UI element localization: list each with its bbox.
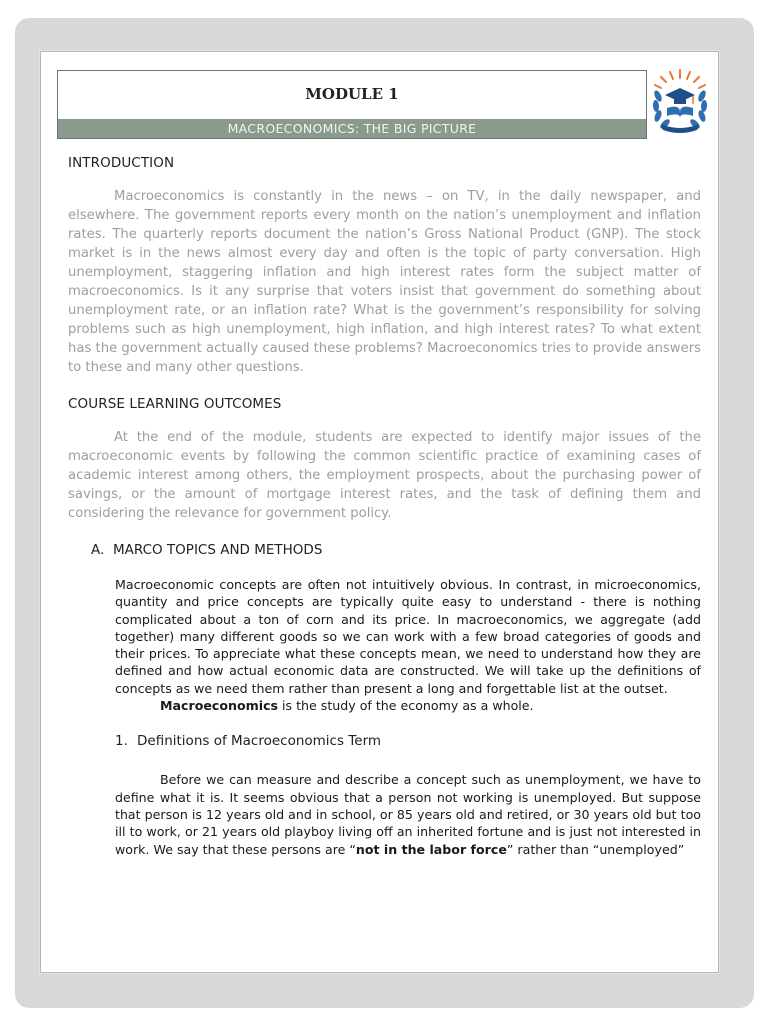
introduction-text: Macroeconomics is constantly in the news – on TV, in the daily newspaper, and elsewhere. The government reports every month on the nation’s unemployment and inflation rates. The quarterly reports document the nation’s Gross National Product (GNP). The stock market is in the news almost every day and often is the topic of party conversation. High unemployment, staggering inflation and high interest rates form the subject matter of macroeconomics. Is it any surprise that voters insist that government do something about unemployment rate, or an inflation rate? What is the government’s responsibility for solving problems such as high unemployment, high inflation, and high interest rates? To what extent has the government actually caused these problems? Macroeconomics tries to provide answers to these and many other questions. bbox=[68, 189, 701, 375]
section-1-paragraph bbox=[115, 771, 701, 857]
section-1-heading bbox=[115, 732, 701, 751]
module-subtitle: MACROECONOMICS: THE BIG PICTURE bbox=[58, 119, 646, 138]
outcomes-heading: COURSE LEARNING OUTCOMES bbox=[68, 396, 282, 412]
module-header bbox=[57, 70, 647, 139]
module-title: MODULE 1 bbox=[305, 85, 399, 103]
section-a-label: A. bbox=[91, 542, 105, 558]
definition-text: is the study of the economy as a whole. bbox=[278, 698, 534, 714]
labor-force-term: not in the labor force bbox=[355, 841, 507, 857]
definition-term: Macroeconomics bbox=[160, 698, 279, 714]
section-1-text-start: Before we can measure and describe a concept such as unemployment, we have to define what it is. It seems obvious that a person not working is unemployed. But suppose that person is 12 years old and in school, or 85 years old and retired, or 30 years old but too ill to work, or 21 years old playboy living off an inherited fortune and is just not interested in work. We say that these persons are “ bbox=[115, 772, 701, 857]
document-page bbox=[40, 51, 719, 973]
macroeconomics-definition bbox=[115, 697, 701, 714]
document-content bbox=[68, 154, 701, 858]
section-1-body bbox=[115, 771, 701, 857]
section-1-label: 1. bbox=[115, 733, 128, 750]
section-a-title: MARCO TOPICS AND METHODS bbox=[113, 542, 323, 558]
section-a-paragraph: Macroeconomic concepts are often not intuitively obvious. In contrast, in microeconomics, quantity and price concepts are typically quite easy to understand - there is nothing complicated about a ton of corn and its price. In macroeconomics, we aggregate (add together) many different goods so we can work with a few broad categories of goods and their prices. To appreciate what these concepts mean, we need to understand how they are defined and how actual economic data are constructed. We will take up the definitions of concepts as we need them rather than present a long and forgettable list at the outset. bbox=[115, 577, 701, 696]
section-a-body bbox=[115, 576, 701, 714]
section-1-text-end: ” rather than “unemployed” bbox=[506, 841, 685, 857]
school-seal-logo bbox=[647, 66, 713, 136]
section-a-heading bbox=[91, 541, 701, 560]
outcomes-text: At the end of the module, students are expected to identify major issues of the macroeconomic events by following the common scientific practice of examining cases of academic interest among others, the employment prospects, about the purchasing power of savings, or the amount of mortgage interest rates, and the task of defining them and considering the relevance for government policy. bbox=[68, 430, 701, 521]
section-1-title: Definitions of Macroeconomics Term bbox=[137, 733, 382, 750]
introduction-heading: INTRODUCTION bbox=[68, 155, 175, 171]
